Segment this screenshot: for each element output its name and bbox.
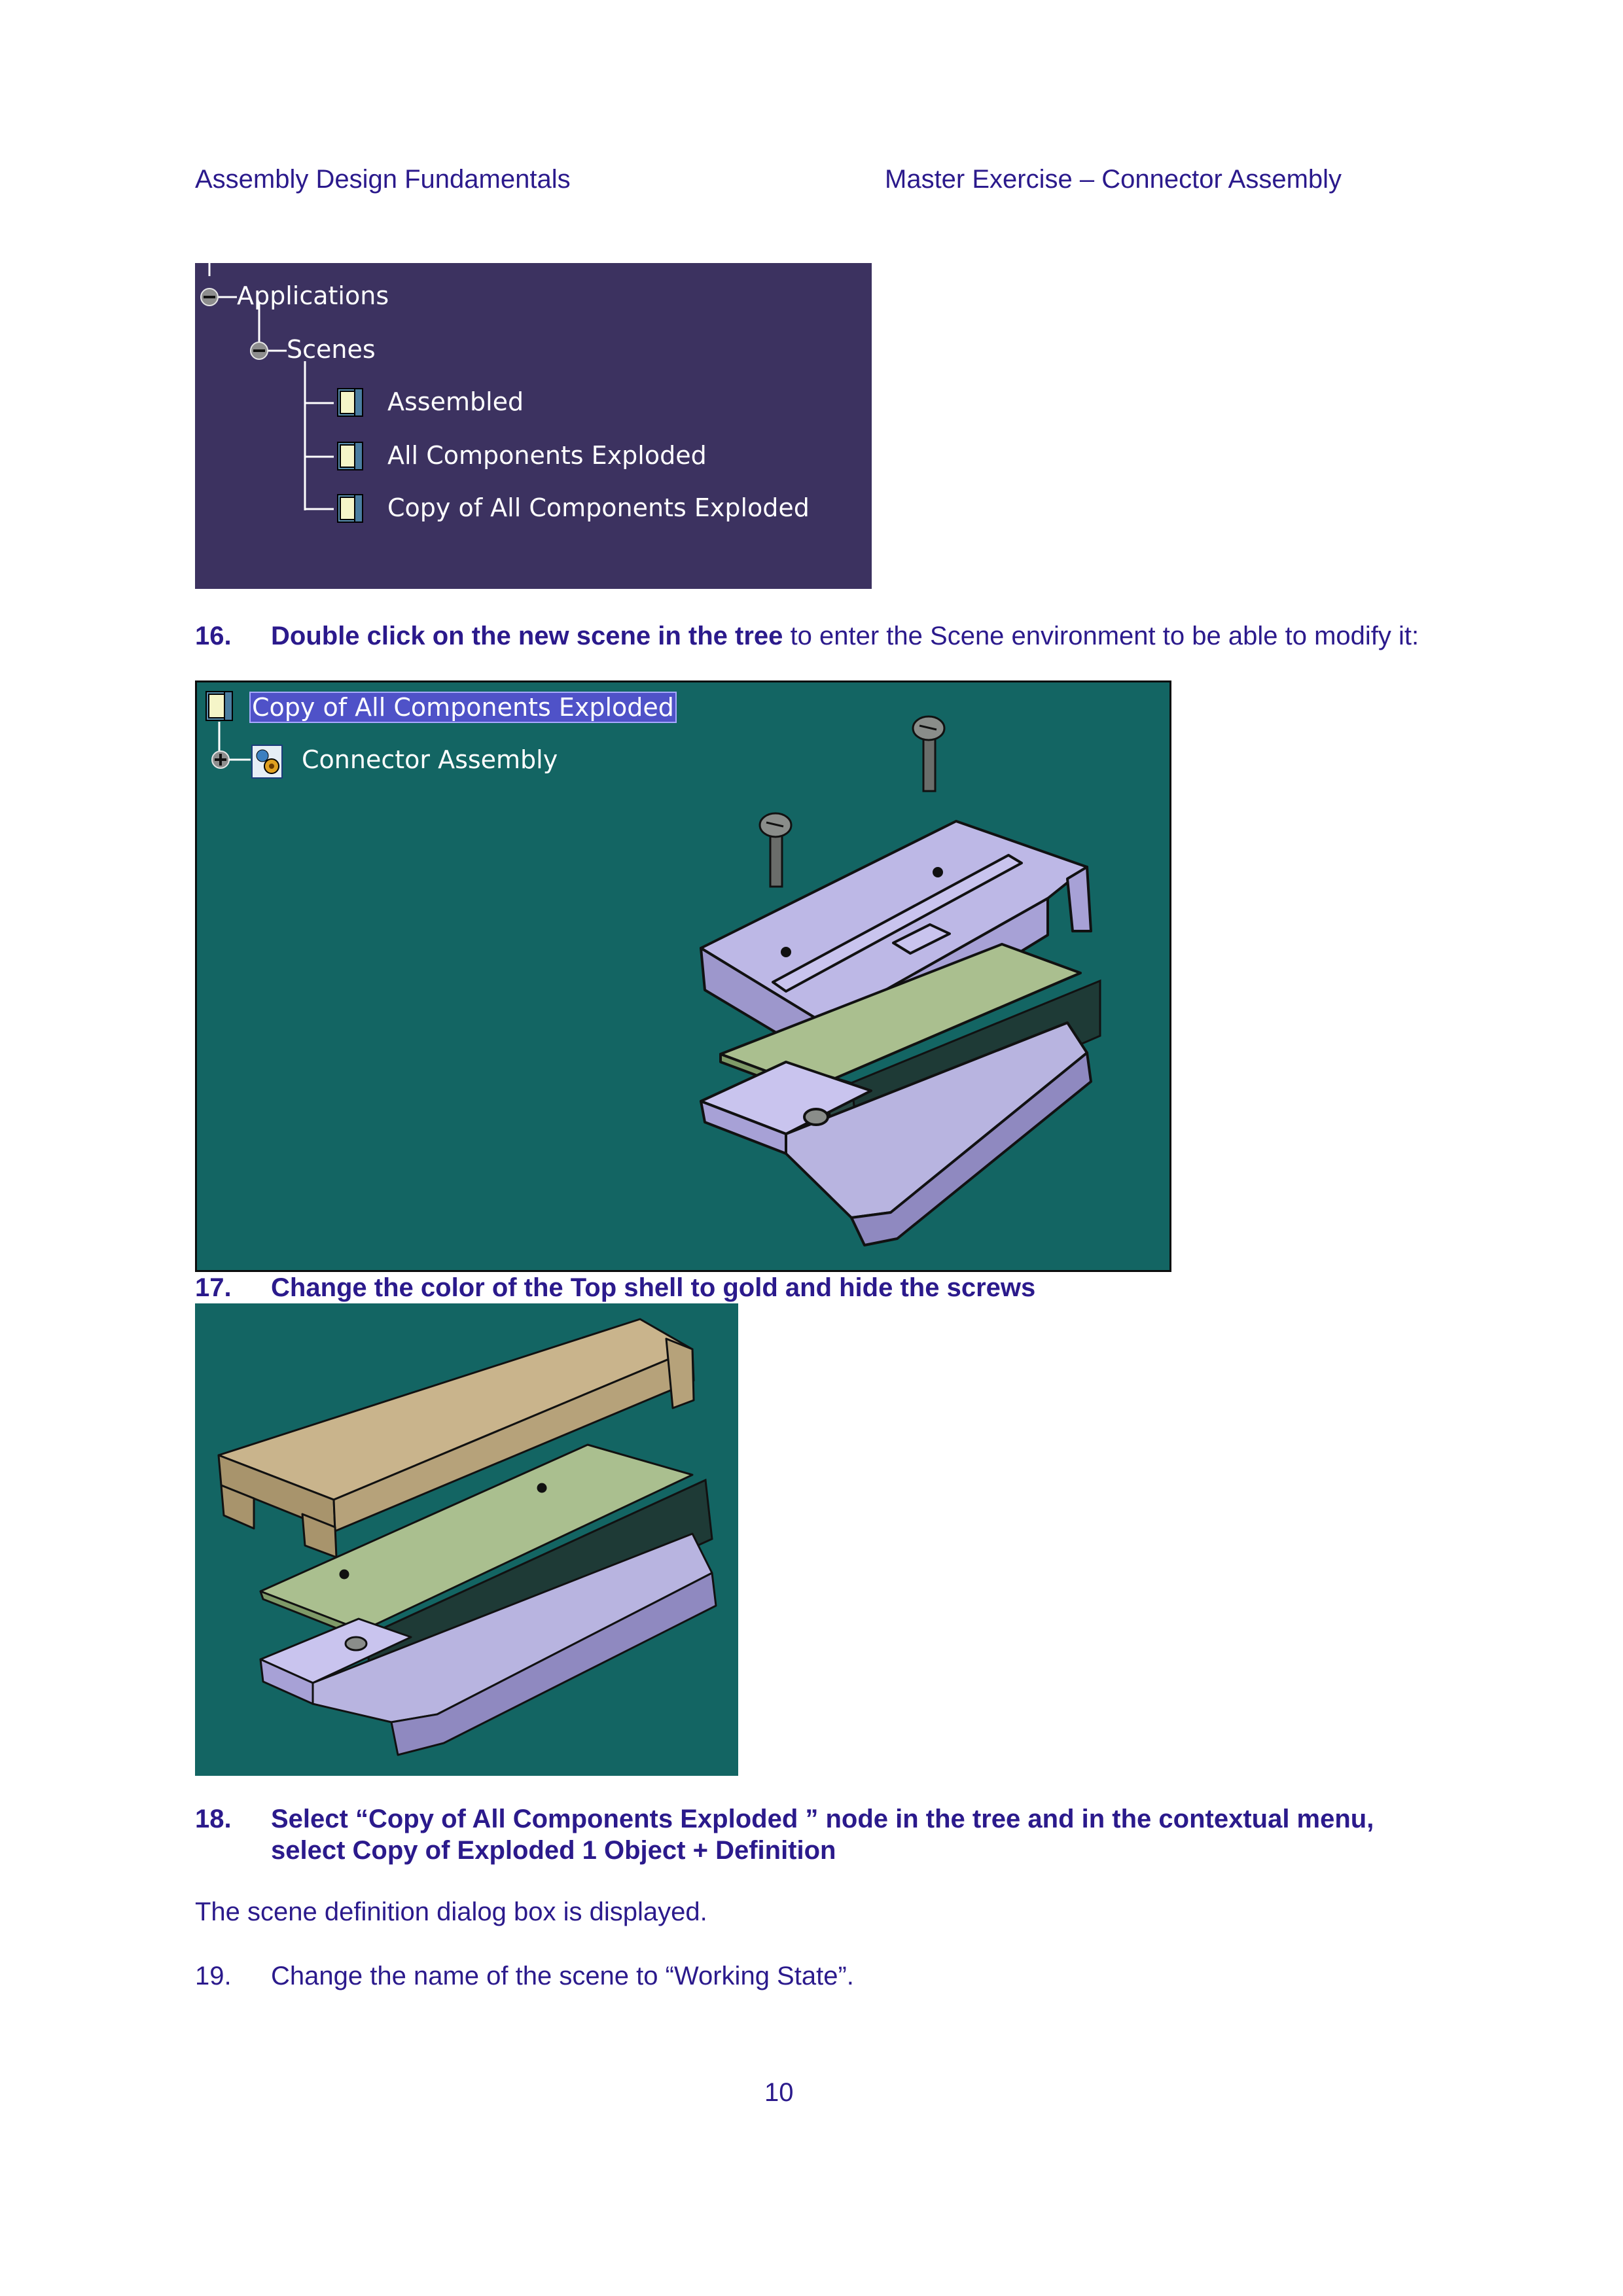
scenes-tree-screenshot <box>195 263 872 589</box>
scene-icon <box>338 495 363 522</box>
step-number: 17. <box>195 1273 232 1302</box>
product-icon <box>252 745 282 778</box>
gold-shell-screenshot <box>195 1303 738 1776</box>
collapse-icon[interactable] <box>251 342 268 359</box>
step-instruction-line1: Select “Copy of All Components Exploded ” node in the tree and in the contextual menu, <box>271 1805 1374 1833</box>
scene-viewport-screenshot <box>195 680 1171 1272</box>
step-instruction-bold: Double click on the new scene in the tree <box>271 622 783 650</box>
screw <box>760 813 791 887</box>
expand-icon[interactable] <box>212 751 229 768</box>
step-instruction: to enter the Scene environment to be able to modify it: <box>783 622 1419 650</box>
header-right: Master Exercise – Connector Assembly <box>885 165 1342 194</box>
tree-node-copy-all-components-exploded[interactable]: Copy of All Components Exploded <box>387 493 810 522</box>
tree-node-assembled[interactable]: Assembled <box>387 387 524 416</box>
tree-node-root-scene[interactable] <box>251 693 675 722</box>
screw <box>913 716 944 791</box>
scene-icon <box>338 389 363 416</box>
step-number: 16. <box>195 622 232 650</box>
gold-shell-render <box>195 1303 738 1776</box>
header-left: Assembly Design Fundamentals <box>195 165 571 194</box>
step-instruction-bold: Change the color of the Top shell to gold and hide the screws <box>271 1273 1036 1302</box>
scene-icon <box>206 692 232 720</box>
tree-node-applications[interactable]: Applications <box>237 281 389 310</box>
tree-node-scenes[interactable]: Scenes <box>287 335 376 364</box>
page-number: 10 <box>764 2078 794 2107</box>
step-instruction-line2: select Copy of Exploded 1 Object + Definition <box>271 1836 836 1865</box>
step-number: 18. <box>195 1805 232 1833</box>
paragraph: The scene definition dialog box is displayed. <box>195 1898 707 1926</box>
tree-node-connector-assembly[interactable]: Connector Assembly <box>302 745 558 774</box>
step-instruction: Change the name of the scene to “Working State”. <box>271 1962 854 1990</box>
selected-node-label: Copy of All Components Exploded <box>252 693 674 722</box>
collapse-icon[interactable] <box>201 289 218 306</box>
step-number: 19. <box>195 1962 232 1990</box>
tree-node-all-components-exploded[interactable]: All Components Exploded <box>387 441 707 470</box>
scene-icon <box>338 442 363 470</box>
tree-lines <box>195 263 872 589</box>
